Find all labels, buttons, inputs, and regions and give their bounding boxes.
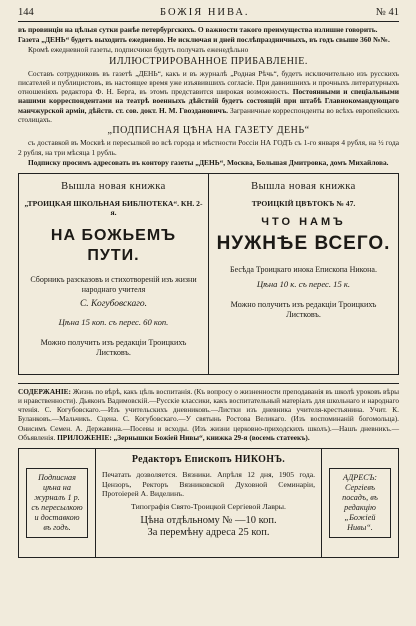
contents-text: Жизнь по вѣрѣ, какъ цѣль воспитанія. (Къ вопросу о жизненности преподаванія въ школѣ уроковъ вѣры и нравственности). Дьяконъ Вадимовскій.—Русскіе классики, какъ воспитательный матеріалъ для школьнаго и народнаго чтенія. С. Когубовскаго.—Изъ учительскихъ дневниковъ.—Листки изъ дневника учителя-крестьянина. Учит. К. Буланковъ.—Мальчикъ. Сцена. С. Когубовскаго.—У святынь Ростова Великаго. (Изъ воспоминаній богомольца). Онисимъ Семен. А. Державина.—Посевы и всходы. (Изъ жизни церковно-приходскихъ школъ).—Нашъ дневникъ.—Объявленія. [18,386,399,442]
address-box: АДРЕСЪ: Сергіевъ посадъ, въ редакцію „Божіей Нивы“. [329,468,391,538]
censor-permit: Печатать дозволяется. Вязники. Апрѣля 12 дня, 1905 года. Цензоръ, Ректоръ Вязниковской Духовной Семинаріи, Протоіерей А. Виделинъ. [102,470,315,499]
book-ads [18,173,399,375]
address-change-price: За перемѣну адреса 25 коп. [147,527,270,539]
ad-left-series: „ТРОИЦКАЯ ШКОЛЬНАЯ БИБЛІОТЕКА“. КН. 2-я. [24,198,203,218]
printer-line: Типографія Свято-Троицкой Сергіевой Лавры. [131,501,286,511]
subscription-price-box: Подписная цѣна на журналъ 1 р. съ пересылкою и доставкою въ годъ. [26,468,88,538]
supplement-label: ПРИЛОЖЕНІЕ: [57,432,112,442]
paragraph-provinces: въ провинціи на цѣлыя сутки ранѣе петербургскихъ. О важности такого преимущества излишне говорить. [18,25,378,35]
ad-left [19,174,208,374]
paragraph-staff-text: Составъ сотрудниковъ въ газетѣ „ДЕНЬ“, какъ и въ журналѣ „Родная Рѣчь“, будетъ исключительно изъ русскихъ писателей и публицистовъ, въ настоящее время уже изъявившихъ согласіе. При давнишнихъ и прочныхъ литературныхъ отношеніяхъ редактора Ф. Н. Берга, въ этомъ представится широкая возможность. [18,68,399,97]
ad-left-desc: Сборникъ разсказовъ и стихотвореній изъ жизни народнаго учителя [30,275,197,295]
paragraph-correspondents: Постоянными и спеціальными нашими корреспондентами на театрѣ военныхъ дѣйствій будетъ состоящій при штабѣ Главнокомандующаго манчжурской арміи, дѣйств. ст. сов. докт. Н. М. Гвоздановичъ. [18,87,399,115]
paragraph-address: Подписку просимъ адресовать въ контору газеты „ДЕНЬ“, Москва, Большая Дмитровка, домъ Михайлова. [28,157,389,167]
ad-left-where: Можно получить изъ редакціи Троицкихъ Листковъ. [40,337,187,357]
footer-left [19,449,96,557]
paragraph-daily: Газета „ДЕНЬ“ будетъ выходить ежедневно. Не исключая и дней послѣпраздничныхъ, въ годъ свыше 360 №№. [18,35,390,45]
editor-line: Редакторъ Епископъ НИКОНЪ. [131,453,286,465]
ad-left-title: НА БОЖЬЕМЪ ПУТИ. [50,226,177,264]
footer-right [321,449,398,557]
ad-left-author: С. Когубовскаго. [79,299,148,310]
paragraph-price: съ доставкой въ Москвѣ и пересылкой во всѣ города и мѣстности Россіи НА ГОДЪ съ 1-го января 4 рубля, на ½ года 2 рубля, на три мѣсяца 1 рубль. [18,138,399,157]
footer-block [18,448,399,558]
journal-title: БОЖІЯ НИВА. [160,7,250,18]
paragraph-foreign: Заграничные корреспонденты во всѣхъ европейскихъ столицахъ. [18,105,399,124]
page-number: 144 [18,7,34,18]
ad-right-series: ТРОИЦКІЙ ЦВѢТОКЪ № 47. [251,198,356,208]
ad-left-price: Цѣна 15 коп. съ перес. 60 коп. [58,316,169,327]
ad-right-title-line1: ЧТО НАМЪ [261,216,346,229]
announcement-text [18,25,399,167]
ad-right-title-line2: НУЖНѢЕ ВСЕГО. [216,232,391,254]
table-of-contents [18,383,399,442]
subscription-price-title: „ПОДПИСНАЯ ЦѢНА НА ГАЗЕТУ ДЕНЬ“ [107,124,310,136]
single-issue-price: Цѣна отдѣльному № —10 коп. [140,515,277,527]
contents-label: СОДЕРЖАНІЕ: [18,386,71,396]
supplement-text: „Зернышки Божіей Нивы“, книжка 29-я (восемь статеекъ). [113,432,310,442]
ad-right-desc: Бесѣда Троицкаго инока Епископа Никона. [230,265,377,275]
issue-number: № 41 [375,7,399,18]
ad-right-heading: Вышла новая книжка [251,180,356,192]
ad-right-price: Цѣна 10 к. съ перес. 15 к. [256,279,351,290]
supplement-title: ИЛЛЮСТРИРОВАННОЕ ПРИБАВЛЕНІЕ. [109,55,308,67]
footer-center [96,449,321,557]
paragraph-weekly: Кромѣ ежедневной газеты, подписчики будутъ получать еженедѣльно [28,45,249,55]
paragraph-staff [18,69,399,124]
page-header [18,6,399,22]
ad-left-heading: Вышла новая книжка [61,180,166,192]
ad-right [208,174,398,374]
ad-right-where: Можно получить изъ редакціи Троицкихъ Листковъ. [230,300,377,320]
